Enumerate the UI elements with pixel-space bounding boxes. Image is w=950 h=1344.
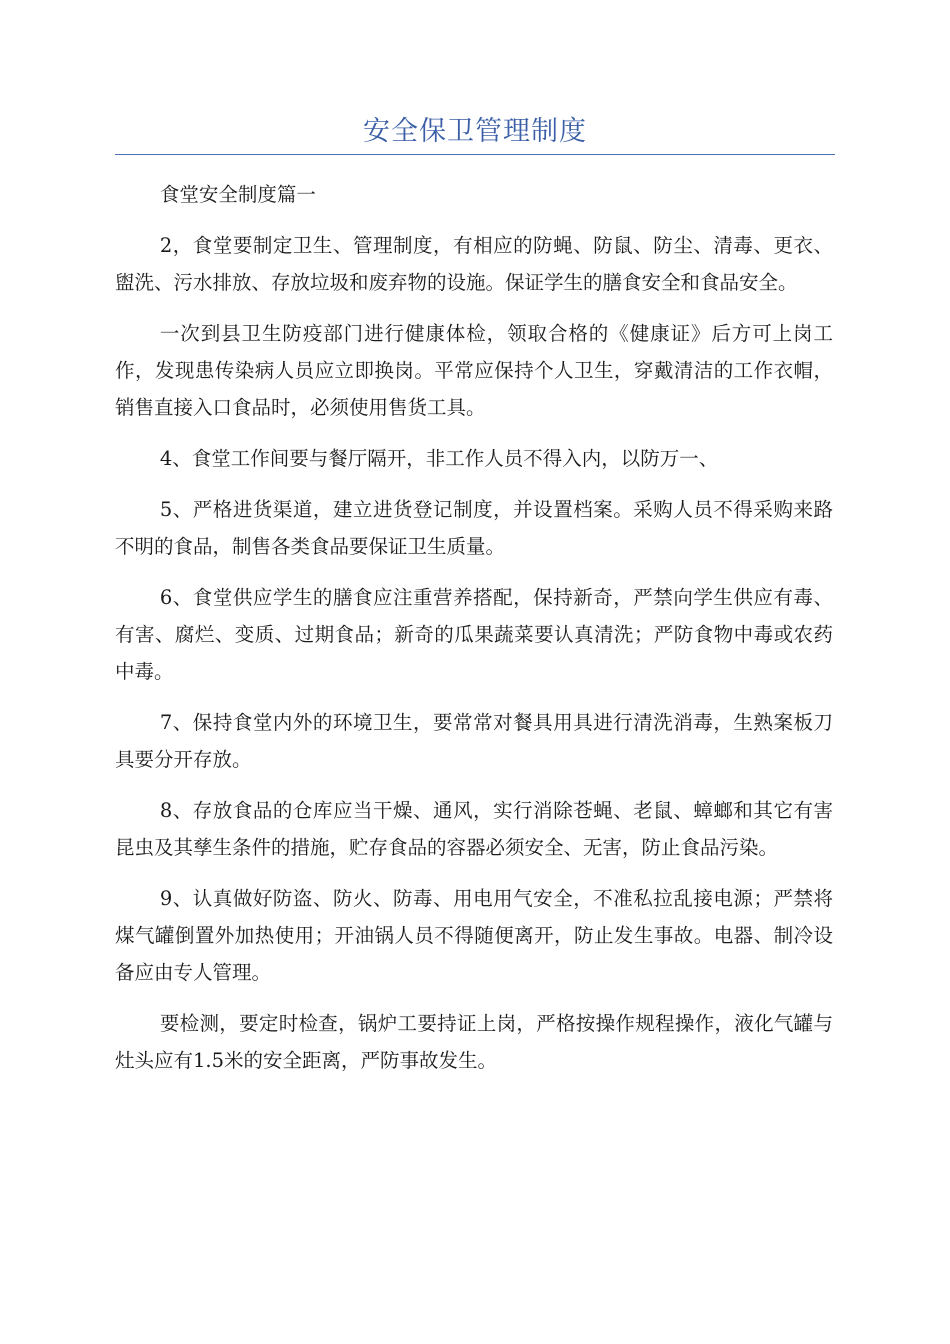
document-title: 安全保卫管理制度 — [363, 116, 587, 147]
paragraph: 一次到县卫生防疫部门进行健康体检，领取合格的《健康证》后方可上岗工作，发现患传染病人员应立即换岗。平常应保持个人卫生，穿戴清洁的工作衣帽，销售直接入口食品时，必须使用售货工具。 — [115, 322, 833, 419]
paragraph: 5、严格进货渠道，建立进货登记制度，并设置档案。采购人员不得采购来路不明的食品，制售各类食品要保证卫生质量。 — [115, 498, 833, 558]
paragraph: 7、保持食堂内外的环境卫生，要常常对餐具用具进行清洗消毒，生熟案板刀具要分开存放。 — [115, 711, 833, 771]
paragraph: 2，食堂要制定卫生、管理制度，有相应的防蝇、防鼠、防尘、清毒、更衣、盥洗、污水排放、存放垃圾和废弃物的设施。保证学生的膳食安全和食品安全。 — [115, 234, 833, 294]
paragraph: 9、认真做好防盗、防火、防毒、用电用气安全，不准私拉乱接电源；严禁将煤气罐倒置外加热使用；开油锅人员不得随便离开，防止发生事故。电器、制冷设备应由专人管理。 — [115, 887, 833, 984]
section-heading: 食堂安全制度篇一 — [159, 183, 316, 206]
paragraph: 8、存放食品的仓库应当干燥、通风，实行消除苍蝇、老鼠、蟑螂和其它有害昆虫及其孳生条件的措施，贮存食品的容器必须安全、无害，防止食品污染。 — [115, 799, 833, 859]
document-body — [115, 176, 833, 1093]
title-underline — [115, 154, 835, 155]
paragraph: 要检测，要定时检查，锅炉工要持证上岗，严格按操作规程操作，液化气罐与灶头应有1.5米的安全距离，严防事故发生。 — [115, 1012, 833, 1072]
paragraph: 6、食堂供应学生的膳食应注重营养搭配，保持新奇，严禁向学生供应有毒、有害、腐烂、变质、过期食品；新奇的瓜果蔬菜要认真清洗；严防食物中毒或农药中毒。 — [115, 586, 833, 683]
paragraph: 4、食堂工作间要与餐厅隔开，非工作人员不得入内，以防万一、 — [159, 447, 719, 470]
